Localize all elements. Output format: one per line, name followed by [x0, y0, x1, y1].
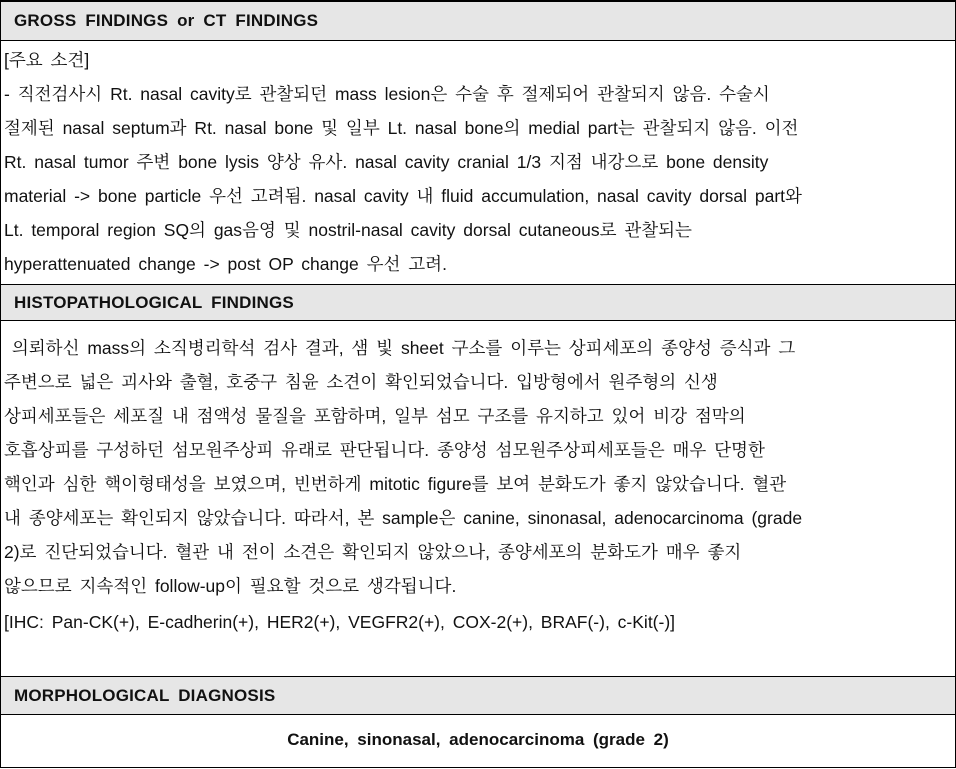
histo-line: 주변으로 넓은 괴사와 출혈, 호중구 침윤 소견이 확인되었습니다. 입방형에서 원주형의 신생 [4, 372, 718, 392]
morphological-diagnosis-value: Canine, sinonasal, adenocarcinoma (grade 2) [287, 730, 669, 749]
histo-line: 호흡상피를 구성하던 섬모원주상피 유래로 판단됩니다. 종양성 섬모원주상피세포들은 매우 단명한 [4, 440, 765, 460]
histopathological-findings-header [1, 284, 955, 321]
histo-line: 핵인과 심한 핵이형태성을 보였으며, 빈번하게 mitotic figure를 보여 분화도가 좋지 않았습니다. 혈관 [4, 474, 787, 494]
ihc-results: [IHC: Pan-CK(+), E-cadherin(+), HER2(+), VEGFR2(+), COX-2(+), BRAF(-), c-Kit(-)] [4, 612, 676, 632]
histo-line: 의뢰하신 mass의 소직병리학석 검사 결과, 샘 빛 sheet 구소를 이루는 상피세포의 종양성 증식과 그 [4, 338, 796, 358]
histo-line: 내 종양세포는 확인되지 않았습니다. 따라서, 본 sample은 canine, sinonasal, adenocarcinoma (grade [4, 508, 803, 528]
morphological-diagnosis-header [1, 676, 955, 715]
histo-line: 상피세포들은 세포질 내 점액성 물질을 포함하며, 일부 섬모 구조를 유지하고 있어 비강 점막의 [4, 406, 746, 426]
histopathological-findings-title: HISTOPATHOLOGICAL FINDINGS [14, 292, 294, 312]
histopathological-findings-body [1, 321, 955, 676]
gross-line: Rt. nasal tumor 주변 bone lysis 양상 유사. nasal cavity cranial 1/3 지점 내강으로 bone density [4, 152, 769, 172]
histo-line: 2)로 진단되었습니다. 혈관 내 전이 소견은 확인되지 않았으나, 종양세포의 분화도가 매우 좋지 [4, 542, 742, 562]
gross-line: hyperattenuated change -> post OP change 우선 고려. [4, 254, 447, 274]
gross-line: [주요 소견] [4, 50, 90, 70]
histo-line: 않으므로 지속적인 follow-up이 필요할 것으로 생각됩니다. [4, 576, 457, 596]
gross-findings-header [1, 0, 955, 41]
gross-line: Lt. temporal region SQ의 gas음영 및 nostril-nasal cavity dorsal cutaneous로 관찰되는 [4, 220, 692, 240]
gross-findings-body [1, 41, 955, 284]
gross-line: - 직전검사시 Rt. nasal cavity로 관찰되던 mass lesion은 수술 후 절제되어 관찰되지 않음. 수술시 [4, 84, 770, 104]
gross-findings-title: GROSS FINDINGS or CT FINDINGS [14, 11, 319, 30]
morphological-diagnosis-title: MORPHOLOGICAL DIAGNOSIS [14, 685, 276, 705]
gross-line: material -> bone particle 우선 고려됨. nasal cavity 내 fluid accumulation, nasal cavity dorsal part와 [4, 186, 802, 206]
gross-line: 절제된 nasal septum과 Rt. nasal bone 및 일부 Lt. nasal bone의 medial part는 관찰되지 않음. 이전 [4, 118, 799, 138]
